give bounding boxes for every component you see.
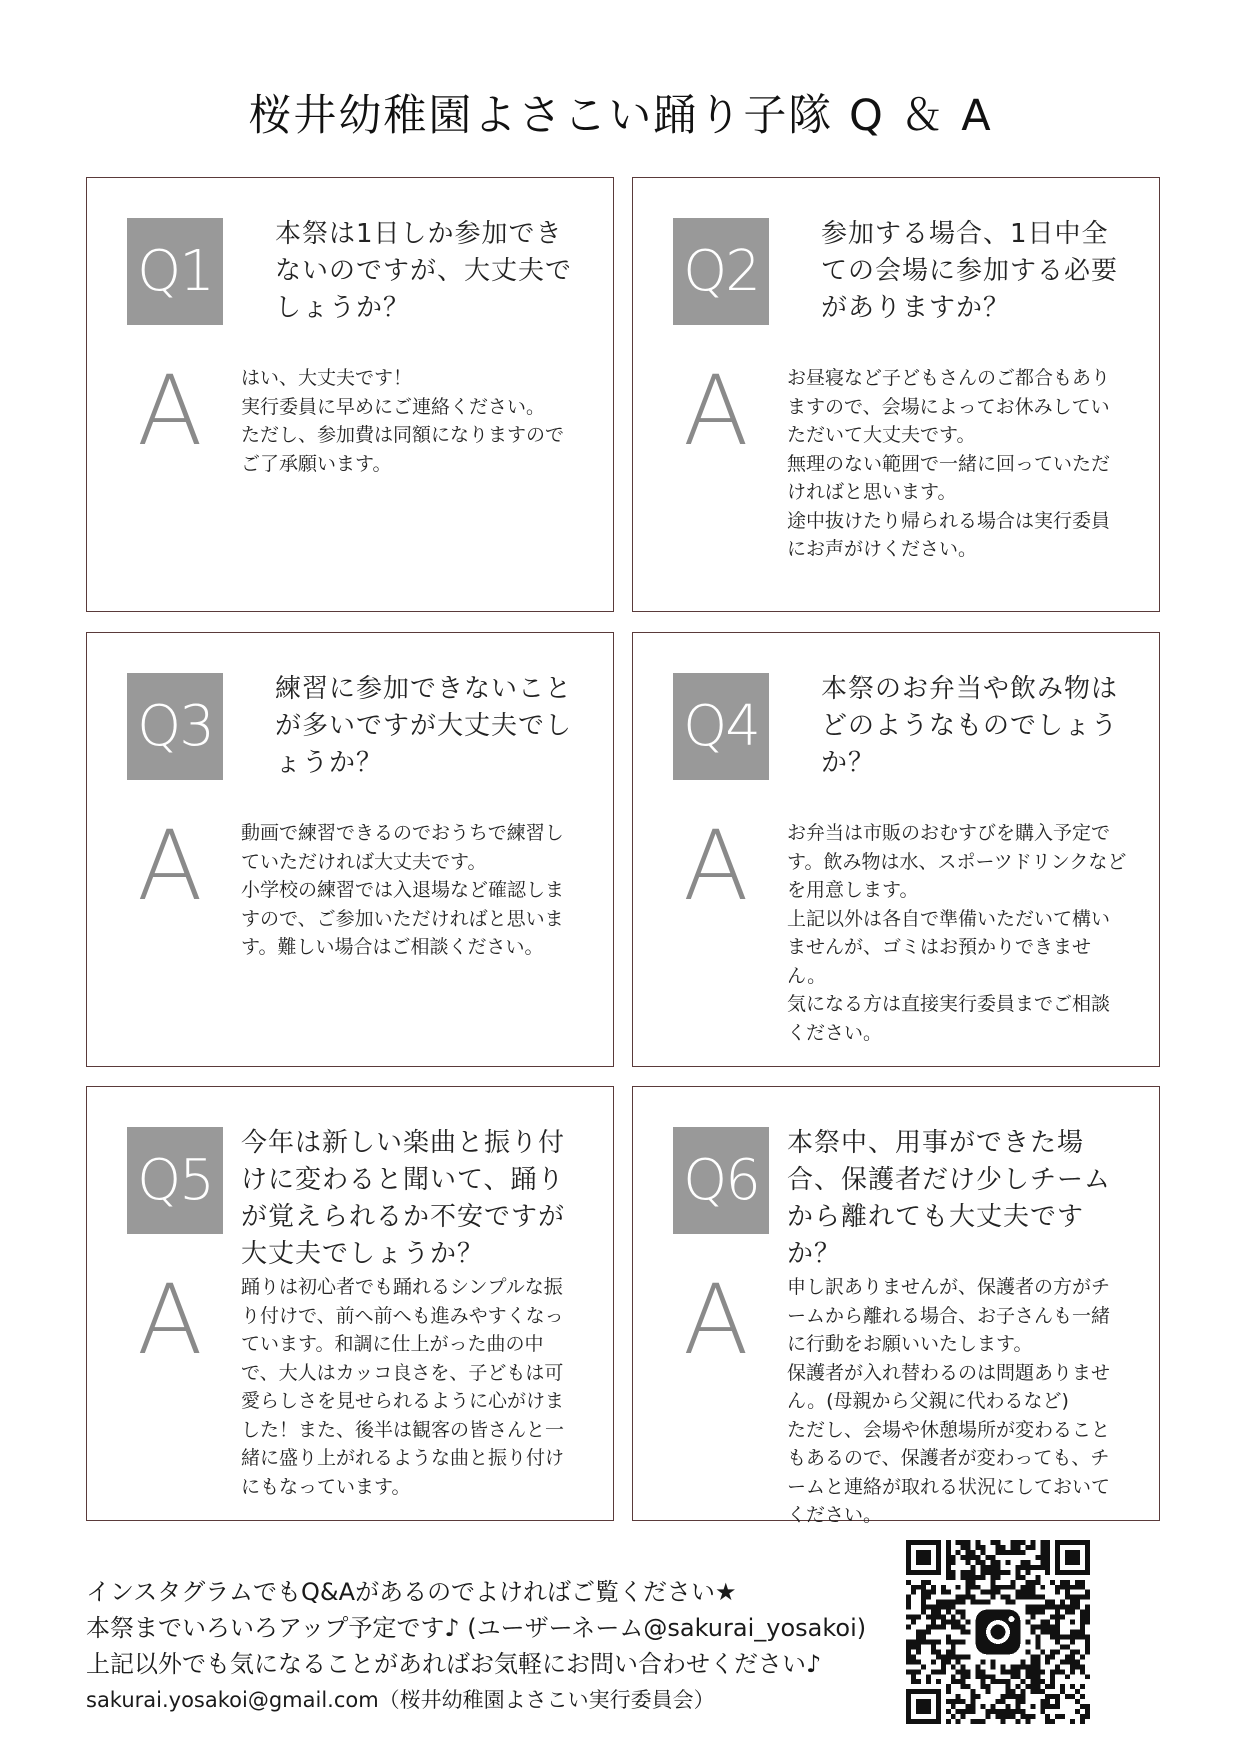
question-badge: Q4 <box>673 673 769 780</box>
answer-text: お弁当は市販のおむすびを購入予定です。飲み物は水、スポーツドリンクなどを用意します。 上記以外は各自で準備いただいて構いませんが、ゴミはお預かりできません。 気になる方は直接実行委員までご相談ください。 <box>787 822 1127 1044</box>
qa-card-2 <box>632 177 1160 612</box>
answer-text: 申し訳ありませんが、保護者の方がチームから離れる場合、お子さんも一緒に行動をお願いいたします。 保護者が入れ替わるのは問題ありません。(母親から父親に代わるなど) ただし、会場や休憩場所が変わることもあるので、保護者が変わっても、チームと連絡が取れる状況にしておいてください。 <box>787 1276 1111 1526</box>
question-text: 本祭中、用事ができた場合、保護者だけ少しチームから離れても大丈夫ですか？ <box>787 1128 1112 1269</box>
page-title: 桜井幼稚園よさこい踊り子隊 Q ＆ A <box>248 91 993 141</box>
footer-email[interactable]: sakurai.yosakoi@gmail.com（桜井幼稚園よさこい実行委員会） <box>86 1688 715 1712</box>
answer-text: お昼寝など子どもさんのご都合もありますので、会場によってお休みしていただいて大丈夫です。 無理のない範囲で一緒に回っていただければと思います。 途中抜けたり帰られる場合は実行委員にお声がけください。 <box>787 367 1111 560</box>
question-badge: Q3 <box>127 673 223 780</box>
question-badge: Q6 <box>673 1127 769 1234</box>
answer-letter: A <box>683 810 749 922</box>
qa-card-3 <box>86 632 614 1067</box>
question-badge: Q5 <box>127 1127 223 1234</box>
question-text: 本祭は1日しか参加できないのですが、大丈夫でしょうか？ <box>275 219 573 323</box>
answer-letter: A <box>137 810 203 922</box>
footer-instagram-note: インスタグラムでもQ&Aがあるのでよければご覧ください★ <box>86 1578 737 1606</box>
question-text: 今年は新しい楽曲と振り付けに変わると聞いて、踊りが覚えられるか不安ですが大丈夫でしょうか？ <box>241 1128 566 1269</box>
answer-text: 踊りは初心者でも踊れるシンプルな振り付けで、前へ前へも進みやすくなっています。和調に仕上がった曲の中で、大人はカッコ良さを、子どもは可愛らしさを見せられるように心がけました！また、後半は観客の皆さんと一緒に盛り上がれるような曲と振り付けにもなっています。 <box>241 1276 565 1498</box>
answer-letter: A <box>683 355 749 467</box>
question-text: 参加する場合、1日中全ての会場に参加する必要がありますか？ <box>821 219 1119 323</box>
footer-contact <box>86 1574 926 1718</box>
qa-card-1 <box>86 177 614 612</box>
question-text: 練習に参加できないことが多いですが大丈夫でしょうか？ <box>275 674 573 778</box>
footer-username-note: 本祭までいろいろアップ予定です♪ (ユーザーネーム@sakurai_yosakoi) <box>86 1614 867 1642</box>
instagram-qr-code-icon[interactable] <box>906 1540 1090 1724</box>
qa-card-4 <box>632 632 1160 1067</box>
question-badge: Q2 <box>673 218 769 325</box>
question-badge: Q1 <box>127 218 223 325</box>
footer-inquiry-note: 上記以外でも気になることがあればお気軽にお問い合わせください♪ <box>86 1650 822 1678</box>
answer-letter: A <box>137 355 203 467</box>
answer-letter: A <box>137 1264 203 1376</box>
qa-card-6 <box>632 1086 1160 1526</box>
answer-letter: A <box>683 1264 749 1376</box>
question-text: 本祭のお弁当や飲み物はどのようなものでしょうか？ <box>821 674 1119 778</box>
answer-text: 動画で練習できるのでおうちで練習していただければ大丈夫です。 小学校の練習では入退場など確認しますので、ご参加いただければと思います。難しい場合はご相談ください。 <box>241 822 565 958</box>
qa-card-5 <box>86 1086 614 1521</box>
answer-text: はい、大丈夫です！ 実行委員に早めにご連絡ください。 ただし、参加費は同額になりますのでご了承願います。 <box>241 367 565 475</box>
